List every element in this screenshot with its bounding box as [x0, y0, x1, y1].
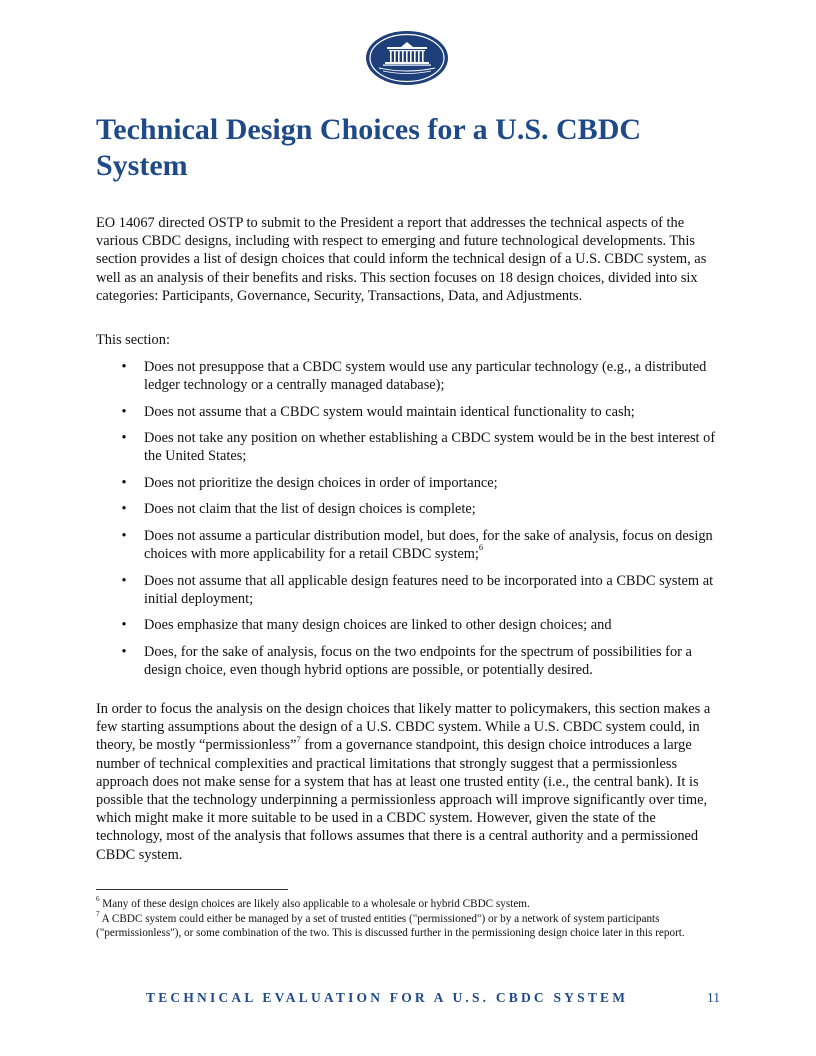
footnote-6 — [96, 897, 724, 912]
footnote-ref-7[interactable]: 7 — [296, 733, 301, 744]
list-item-text: Does not assume that a CBDC system would maintain identical functionality to cash; — [144, 403, 635, 420]
closing-paragraph — [96, 700, 724, 864]
list-item — [96, 643, 724, 679]
footnote-text: A CBDC system could either be managed by a set of trusted entities ("permissioned") or by a network of system participants ("permissionless"), or some combination of the two. This is discussed further in the permissioning design choice later in this report. — [96, 912, 685, 940]
bullet-icon: • — [121, 617, 127, 634]
closing-text-part1: In order to focus the analysis on the design choices that likely matter to policymakers, this section makes a few starting assumptions about the design of a U.S. CBDC system. While a U.S. CBDC system could, in theory, be mostly “permissionless” — [96, 701, 711, 754]
running-title: TECHNICAL EVALUATION FOR A U.S. CBDC SYSTEM — [146, 990, 629, 1005]
footnote-ref-6[interactable]: 6 — [478, 542, 484, 553]
bullet-icon: • — [121, 501, 127, 518]
footnote-7 — [96, 909, 724, 941]
list-item — [96, 527, 724, 563]
bullet-icon: • — [121, 430, 127, 447]
list-item-text: Does not assume that all applicable design features need to be incorporated into a CBDC system at initial deployment; — [144, 572, 714, 607]
assumptions-list — [96, 358, 724, 688]
list-item-text: Does not prioritize the design choices in order of importance; — [144, 474, 498, 491]
list-item — [96, 358, 724, 394]
list-item-text: Does not presuppose that a CBDC system would use any particular technology (e.g., a distributed ledger technology or a centrally managed database); — [144, 359, 707, 394]
list-item — [96, 572, 724, 608]
bullet-icon: • — [121, 403, 127, 420]
footnote-number: 6 — [96, 895, 100, 904]
bullet-icon: • — [121, 359, 127, 375]
list-item — [96, 429, 724, 465]
bullet-icon: • — [121, 527, 127, 544]
list-item — [96, 474, 724, 492]
intro-paragraph: EO 14067 directed OSTP to submit to the President a report that addresses the technical aspects of the various CBDC designs, including with respect to emerging and future technological developments. This section provides a list of design choices that could inform the technical design of a U.S. CBDC system, as well as an analysis of their benefits and risks. This section focuses on 18 design choices, divided into six categories: Participants, Governance, Security, Transactions, Data, and Adjustments. — [96, 215, 707, 304]
bullet-icon: • — [121, 643, 127, 660]
list-item-text: Does, for the sake of analysis, focus on the two endpoints for the spectrum of possibilities for a design choice, even though hybrid options are possible, or potentially desired. — [144, 643, 692, 679]
list-item-text: Does not take any position on whether establishing a CBDC system would be in the best interest of the United States; — [144, 430, 716, 465]
footnote-text: Many of these design choices are likely also applicable to a wholesale or hybrid CBDC system. — [99, 898, 530, 910]
list-item — [96, 403, 724, 421]
list-item-text: Does not assume a particular distribution model, but does, for the sake of analysis, focus on design choices with more applicability for a retail CBDC system; — [144, 527, 713, 563]
white-house-seal-icon — [365, 30, 449, 86]
list-item — [96, 616, 724, 634]
closing-text-part2: from a governance standpoint, this design choice introduces a large number of technical complexities and practical limitations that strongly suggest that a permissionless approach does not make sense for a system that has at least one trusted entity (i.e., the central bank). It is possible that the technology underpinning a permissionless approach will improve significantly over time, which might make it more suitable to be used in a CBDC system. However, given the state of the technology, most of the analysis that follows assumes that there is a central authority and a permissioned CBDC system. — [96, 737, 708, 863]
list-item — [96, 500, 724, 518]
list-item-text: Does not claim that the list of design choices is complete; — [144, 501, 476, 518]
footnote-divider — [96, 889, 288, 890]
bullet-icon: • — [121, 572, 127, 589]
footnotes — [96, 897, 724, 941]
page-number: 11 — [707, 990, 720, 1005]
list-item-text: Does emphasize that many design choices are linked to other design choices; and — [144, 617, 612, 634]
page-title: Technical Design Choices for a U.S. CBDC System — [96, 113, 642, 182]
bullet-icon: • — [121, 474, 127, 491]
footnote-number: 7 — [96, 909, 100, 918]
section-lead: This section: — [96, 332, 170, 348]
